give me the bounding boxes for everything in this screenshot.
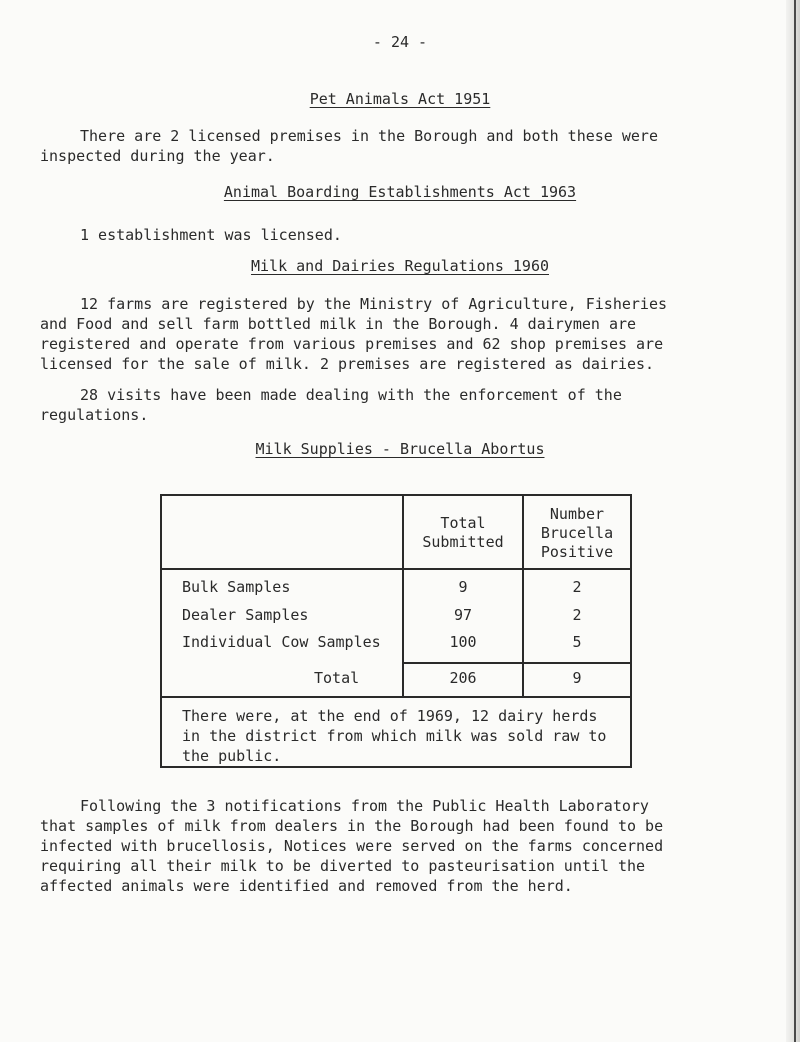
row-total-total: 206 [449,669,477,687]
row-positive-individual-cow-samples: 5 [572,633,582,651]
heading-milk-dairies-regulations: Milk and Dairies Regulations 1960 [250,257,549,275]
header-number-brucella-positive: Number Brucella Positive [540,505,614,561]
row-label-bulk-samples: Bulk Samples [182,578,291,596]
paragraph-milk-dairies: 12 farms are registered by the Ministry of Agriculture, Fisheries and Food and sell farm bottled milk in the Borough. 4 dairymen are registered and operate from various premises and 62 shop premises are licensed for the sale of milk. 2 premises are registered as dairies. [40,295,667,373]
row-total-dealer-samples: 97 [453,606,473,624]
heading-pet-animals-act: Pet Animals Act 1951 [309,90,491,108]
heading-animal-boarding-act: Animal Boarding Establishments Act 1963 [223,183,577,201]
table-note: There were, at the end of 1969, 12 dairy herds in the district from which milk was sold raw to the public. [182,707,607,765]
row-label-individual-cow-samples: Individual Cow Samples [182,633,381,651]
page-number: - 24 - [372,33,428,51]
row-positive-bulk-samples: 2 [572,578,582,596]
row-label-total: Total [314,669,360,687]
table-total-divider [402,662,630,664]
page-edge-line [794,0,796,1042]
row-total-individual-cow-samples: 100 [449,633,477,651]
header-total-submitted: Total Submitted [422,514,504,551]
paragraph-animal-boarding: 1 establishment was licensed. [80,226,342,244]
table-header-divider [162,568,630,570]
row-total-bulk-samples: 9 [458,578,468,596]
brucella-table [160,494,632,768]
row-label-dealer-samples: Dealer Samples [182,606,309,624]
row-positive-dealer-samples: 2 [572,606,582,624]
heading-milk-supplies-brucella: Milk Supplies - Brucella Abortus [255,440,545,458]
paragraph-visits: 28 visits have been made dealing with the enforcement of the regulations. [40,386,622,424]
paragraph-notifications: Following the 3 notifications from the Public Health Laboratory that samples of milk from dealers in the Borough had been found to be infected with brucellosis, Notices were served on the farms concerned requiring all their milk to be diverted to pasteurisation until the affected animals were identified and removed from the herd. [40,797,664,895]
paragraph-pet-animals: There are 2 licensed premises in the Borough and both these were inspected during the year. [40,127,658,165]
row-positive-total: 9 [572,669,582,687]
table-note-divider [162,696,630,698]
page-edge-shadow [786,0,800,1042]
